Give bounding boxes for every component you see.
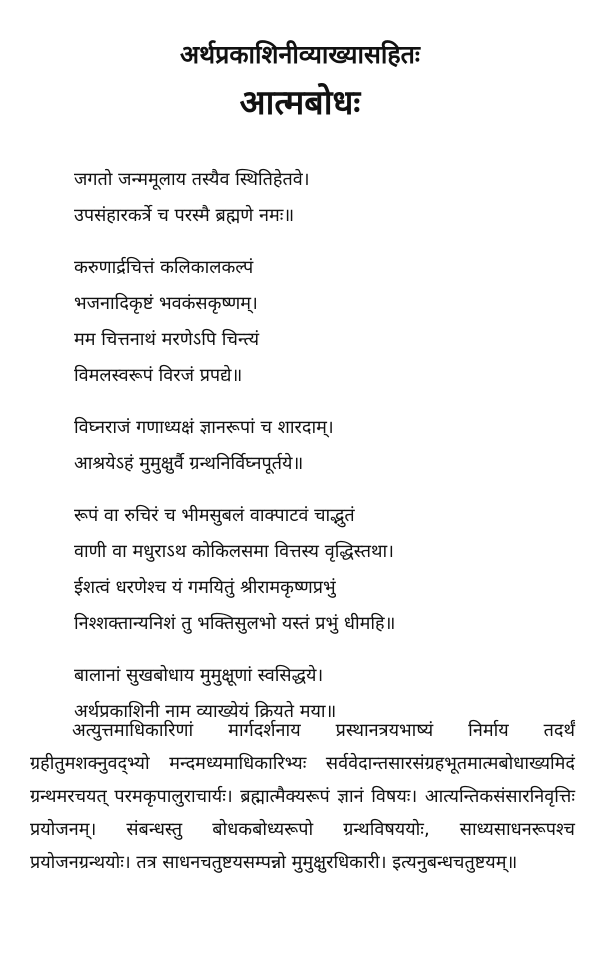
verse-line: ईशत्वं धरणेश्च यं गमयितुं श्रीरामकृष्णप्रभुं [74,577,336,598]
verse-line: मम चित्तनाथं मरणेऽपि चिन्त्यं [74,329,260,350]
commentary-paragraph: अत्युत्तमाधिकारिणां मार्गदर्शनाय प्रस्थानत्रयभाष्यं निर्माय तदर्थं ग्रहीतुमशक्नुवद्भ्यो मन्दमध्यमाधिकारिभ्यः सर्ववेदान्तसारसंग्रहभूतमात्मबोधाख्यमिदं ग्रन्थमरचयत् परमकृपालुराचार्यः। ब्रह्मात्मैक्यरूपं ज्ञानं विषयः। आत्यन्तिकसंसारनिवृत्तिः प्रयोजनम्। संबन्धस्तु बोधकबोध्यरूपो ग्रन्थविषययोः, साध्यसाधनरूपश्च प्रयोजनग्रन्थयोः। तत्र साधनचतुष्टयसम्पन्नो मुमुक्षुरधिकारी। इत्यनुबन्धचतुष्टयम्॥ [30,720,575,873]
verse-line: वाणी वा मधुराऽथ कोकिलसमा वित्तस्य वृद्धिस्तथा। [74,541,395,562]
page-title: आत्मबोधः [239,83,361,123]
verse-line: निश्शक्तान्यनिशं तु भक्तिसुलभो यस्तं प्रभुं धीमहि॥ [74,613,396,634]
page-subtitle: अर्थप्रकाशिनीव्याख्यासहितः [180,40,420,69]
stanza [74,498,584,642]
stanza [74,250,584,394]
verse-line: बालानां सुखबोधाय मुमुक्षूणां स्वसिद्धये। [74,665,324,686]
stanza [74,162,584,234]
verse-line: विमलस्वरूपं विरजं प्रपद्ये॥ [74,365,243,386]
verse-line: विघ्नराजं गणाध्यक्षं ज्ञानरूपां च शारदाम्। [74,417,334,438]
verse-line: करुणार्द्रचित्तं कलिकालकल्पं [74,257,254,278]
verse-line: रूपं वा रुचिरं च भीमसुबलं वाक्पाटवं चाद्भुतं [74,505,355,526]
verse-line: अर्थप्रकाशिनी नाम व्याख्येयं क्रियते मया॥ [74,701,337,722]
verse-line: भजनादिकृष्टं भवकंसकृष्णम्। [74,293,258,314]
verse-line: जगतो जन्ममूलाय तस्यैव स्थितिहेतवे। [74,169,310,190]
verse-line: आश्रयेऽहं मुमुक्षुर्वै ग्रन्थनिर्विघ्नपूर्तये॥ [74,453,304,474]
stanza [74,410,584,482]
verse-section [74,162,584,746]
verse-line: उपसंहारकर्त्रे च परस्मै ब्रह्मणे नमः॥ [74,205,295,226]
